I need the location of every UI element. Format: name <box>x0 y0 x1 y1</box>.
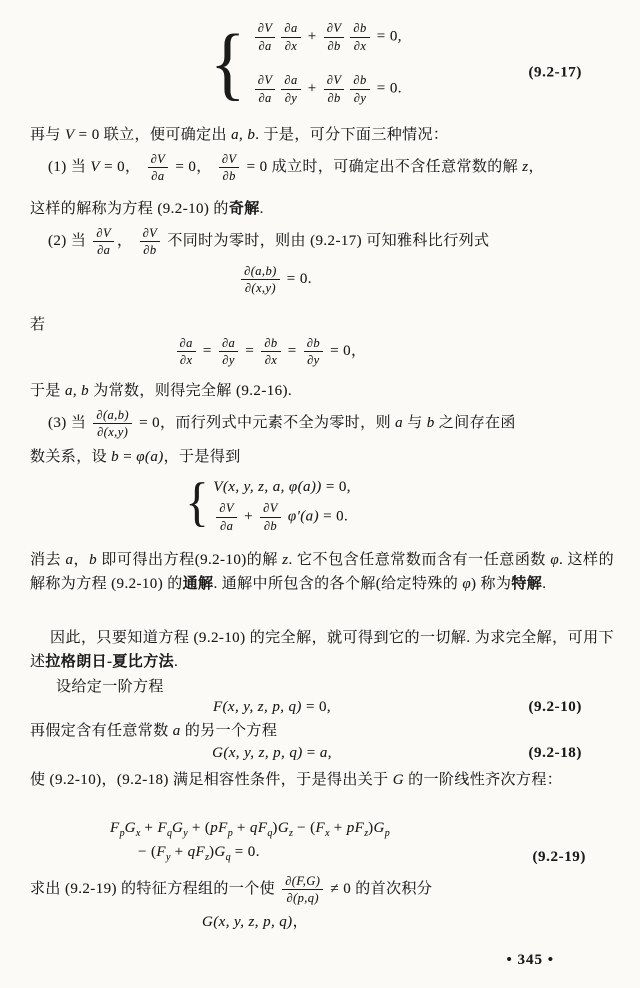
page-number: • 345 • <box>506 952 554 968</box>
left-brace: { <box>209 17 246 109</box>
equation-line: $\frac{\partial V}{\partial a}$ $\frac{\partial a}{\partial y}$ + $\frac{\partial V}{\partial b}$ $\frac{\partial b}{\partial y}$ = 0. <box>252 74 402 104</box>
para-compatibility: 使 (9.2-10)，(9.2-18) 满足相容性条件，于是得出关于 G 的一阶线性齐次方程： <box>30 772 563 788</box>
equation-g-final: G(x, y, z, p, q)， <box>202 914 308 930</box>
equation-line: $\frac{\partial V}{\partial a}$ + $\frac{\partial V}{\partial b}$ φ′(a) = 0. <box>213 502 348 532</box>
equation-line: V(x, y, z, a, φ(a)) = 0, <box>213 479 351 495</box>
equation-label: (9.2-17) <box>528 64 582 81</box>
para-intro: 再与 V = 0 联立，便可确定出 a, b. 于是，可分下面三种情况： <box>30 127 449 143</box>
equation-system-phi <box>0 474 640 540</box>
equation-body: G(x, y, z, p, q) = a, <box>212 745 332 761</box>
para-given: 设给定一阶方程 <box>56 679 164 695</box>
para-find-integral: 求出 (9.2-19) 的特征方程组的一个使 $\frac{\partial(F,G)}{\partial(p,q)}$ ≠ 0 的首次积分 <box>30 873 433 906</box>
equation-9-2-10 <box>0 694 640 720</box>
equation-body: F(x, y, z, p, q) = 0, <box>212 699 332 715</box>
left-brace: { <box>185 472 210 533</box>
brace-system <box>208 17 640 109</box>
para-case-3-cont: 数关系，设 b = φ(a)，于是得到 <box>30 449 241 465</box>
equation-9-2-18 <box>0 740 640 766</box>
equation-line: $F_pG_x + F_qG_y + (pF_p + qF_q)G_z - (F_x + pF_z)G_p$ <box>110 820 390 839</box>
equation-chain: $\frac{\partial a}{\partial x}$ = $\frac{\partial a}{\partial y}$ = $\frac{\partial b}{\partial x}$ = $\frac{\partial b}{\partial y}$ = 0， <box>0 332 640 374</box>
para-case-3: (3) 当 $\frac{\partial(a,b)}{\partial(x,y)}$ = 0，而行列式中元素不全为零时，则 a 与 b 之间存在函 <box>48 407 516 440</box>
brace-system <box>184 474 640 532</box>
para-assume: 再假定含有任意常数 a 的另一个方程 <box>30 723 278 739</box>
equation-system-9-2-17 <box>0 17 640 124</box>
para-case-1: (1) 当 V = 0， $\frac{\partial V}{\partial a}$ = 0， $\frac{\partial V}{\partial b}$ = 0 成立时，可确定出不含任意常数的解 z， <box>48 151 544 184</box>
equation-line: − $(F_y + qF_z)G_q = 0$. <box>138 844 260 863</box>
equation-label: (9.2-18) <box>528 745 582 761</box>
equation-label: (9.2-19) <box>532 849 586 865</box>
equation-9-2-19 <box>30 816 614 868</box>
equation-line: $\frac{\partial V}{\partial a}$ $\frac{\partial a}{\partial x}$ + $\frac{\partial V}{\partial b}$ $\frac{\partial b}{\partial x}$ = 0, <box>252 22 402 52</box>
para-therefore: 因此，只要知道方程 (9.2-10) 的完全解，就可得到它的一切解. 为求完全解，可用下述拉格朗日-夏比方法. <box>30 630 614 670</box>
para-eliminate: 消去 a，b 即可得出方程(9.2-10)的解 z. 它不包含任意常数而含有一任意函数 φ. 这样的解称为方程 (9.2-10) 的通解. 通解中所包含的各个解(给定特殊的 φ) 称为特解. <box>30 552 615 592</box>
equation-jacobian: $\frac{\partial(a,b)}{\partial(x,y)}$ = 0. <box>0 260 640 302</box>
para-ruo: 若 <box>30 317 46 333</box>
para-yushi: 于是 a, b 为常数，则得完全解 (9.2-16). <box>30 383 293 399</box>
para-case-2: (2) 当 $\frac{\partial V}{\partial a}$ ， $\frac{\partial V}{\partial b}$ 不同时为零时，则由 (9.2-17) 可知雅科比行列式 <box>48 225 490 258</box>
equation-label: (9.2-10) <box>528 699 582 715</box>
para-case-1-cont: 这样的解称为方程 (9.2-10) 的奇解. <box>30 201 264 217</box>
